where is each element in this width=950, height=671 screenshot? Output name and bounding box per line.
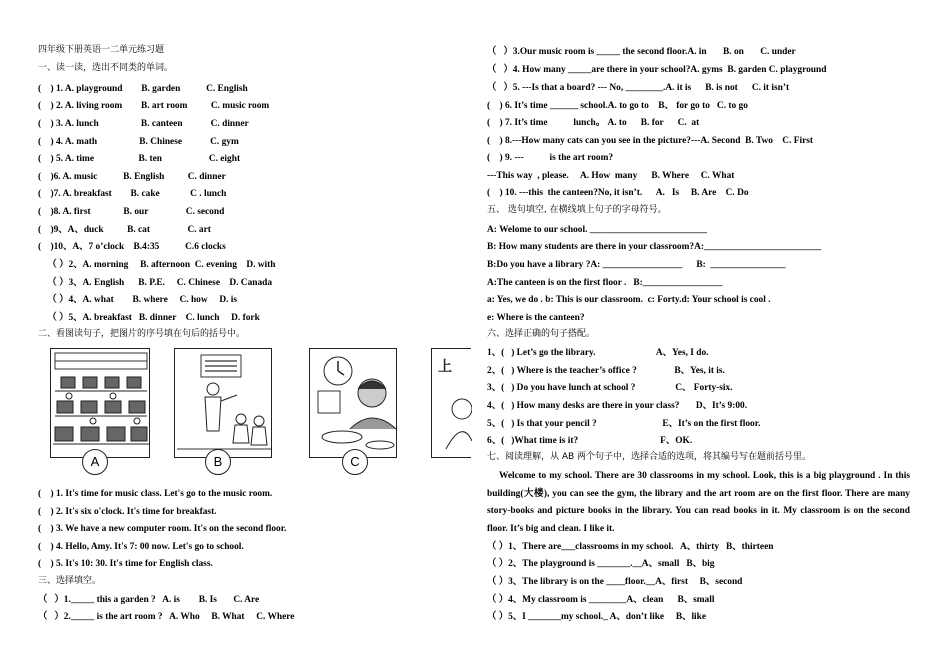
question-item: ---This way , please. A. How many B. Where C. What: [487, 171, 735, 181]
answer-options-line: e: Where is the canteen?: [487, 313, 585, 323]
picture-label-a: A: [82, 449, 108, 475]
answer-options-line: a: Yes, we do . b: This is our classroom. c: Forty.d: Your school is cool .: [487, 295, 771, 305]
section-7-heading: 七、阅读理解，从 AB 两个句子中，选择合适的选项，将其编号写在题前括号里。: [487, 452, 812, 462]
question-item: （ ）2、A. morning B. afternoon C. evening D. with: [38, 260, 276, 270]
question-item: ( ) 8.---How many cats can you see in the picture?---A. Second B. Two C. First: [487, 136, 814, 146]
picture-breakfast: [309, 348, 397, 458]
worksheet-title: 四年级下册英语一二单元练习题: [38, 45, 165, 55]
picture-partial: [431, 348, 471, 458]
question-item: （ ）5、A. breakfast B. dinner C. lunch D. fork: [38, 313, 260, 323]
breakfast-illustration: [310, 349, 398, 459]
question-item: （ ）5. ---Is that a board? --- No, ________.A. it is B. is not C. it isn’t: [487, 83, 790, 93]
question-item: ( ) 1. A. playground B. garden C. English: [38, 84, 248, 94]
question-item: ( ) 2. A. living room B. art room C. music room: [38, 101, 270, 111]
question-item: （ ）3、The library is on the ____floor.__A、first B、second: [487, 577, 743, 587]
question-item: （ ）4. How many _____are there in your school?A. gyms B. garden C. playground: [487, 65, 827, 75]
question-item: ( ) 3. We have a new computer room. It's on the second floor.: [38, 524, 287, 534]
question-item: ( )8. A. first B. our C. second: [38, 207, 225, 217]
question-item: ( ) 4. Hello, Amy. It's 7: 00 now. Let's go to school.: [38, 542, 244, 552]
picture-label-c: C: [342, 449, 368, 475]
section-3-heading: 三、选择填空。: [38, 576, 102, 586]
picture-music-room: [174, 348, 272, 458]
partial-illustration: [432, 349, 472, 459]
dialogue-line: B:Do you have a library ?A: _________________ B: ________________: [487, 260, 786, 270]
question-item: ( ) 9. --- is the art room?: [487, 153, 614, 163]
question-item: ( ) 5. It's 10: 30. It's time for English class.: [38, 559, 213, 569]
question-item: （ ）4、A. what B. where C. how D. is: [38, 295, 238, 305]
music-class-illustration: [175, 349, 273, 459]
question-item: （ ）1._____ this a garden ? A. is B. Is C. Are: [38, 595, 260, 605]
question-item: （ ）3.Our music room is _____ the second floor.A. in B. on C. under: [487, 47, 796, 57]
question-item: （ ）5、I _______my school._ A、don’t like B、like: [487, 612, 707, 622]
section-1-heading: 一、读一读，选出不同类的单词。: [38, 63, 174, 73]
computer-room-illustration: [51, 349, 151, 459]
question-item: ( ) 1. It's time for music class. Let's go to the music room.: [38, 489, 273, 499]
question-item: ( )10、A、7 o’clock B.4:35 C.6 clocks: [38, 242, 226, 252]
question-item: ( )6. A. music B. English C. dinner: [38, 172, 226, 182]
picture-computer-room: [50, 348, 150, 458]
matching-item: 3、( ) Do you have lunch at school ? C、 Forty-six.: [487, 383, 733, 393]
matching-item: 4、( ) How many desks are there in your class? D、It’s 9:00.: [487, 401, 748, 411]
section-6-heading: 六、选择正确的句子搭配。: [487, 329, 596, 339]
matching-item: 6、( )What time is it? F、OK.: [487, 436, 693, 446]
question-item: （ ）3、A. English B. P.E. C. Chinese D. Canada: [38, 278, 273, 288]
question-item: ( ) 7. It’s time lunch。 A. to B. for C. at: [487, 118, 700, 128]
section-2-heading: 二、看图读句子，把图片的序号填在句后的括号中。: [38, 329, 246, 339]
question-item: ( )9、A、duck B. cat C. art: [38, 225, 211, 235]
question-item: （ ）2、The playground is _______.__A、small B、big: [487, 559, 715, 569]
question-item: ( ) 3. A. lunch B. canteen C. dinner: [38, 119, 249, 129]
reading-passage: Welcome to my school. There are 30 classrooms in my school. Look, this is a big playground . In this building(大楼), you can see the gym, the library and the art room are on the first floor. There are many story-books and picture books in the library. You can read books in it. My classroom is on the second floor. It’s big and clean. I like it.: [487, 471, 910, 534]
matching-item: 2、( ) Where is the teacher’s office ? B、Yes, it is.: [487, 366, 725, 376]
dialogue-line: B: How many students are there in your classroom?A:_________________________: [487, 242, 822, 252]
dialogue-line: A: Welome to our school. _________________________: [487, 225, 707, 235]
question-item: （ ）1、There are___classrooms in my school. A、thirty B、thirteen: [487, 542, 774, 552]
picture-label-b: B: [205, 449, 231, 475]
matching-item: 5、( ) Is that your pencil ? E、It’s on the first floor.: [487, 419, 761, 429]
question-item: ( ) 2. It's six o'clock. It's time for breakfast.: [38, 507, 217, 517]
question-item: ( ) 10. ---this the canteen?No, it isn’t. A. Is B. Are C. Do: [487, 188, 749, 198]
dialogue-line: A:The canteen is on the first floor . B:_________________: [487, 278, 723, 288]
question-item: ( )7. A. breakfast B. cake C . lunch: [38, 189, 227, 199]
question-item: ( ) 6. It’s time ______ school.A. to go to B、 for go to C. to go: [487, 101, 748, 111]
question-item: ( ) 4. A. math B. Chinese C. gym: [38, 137, 239, 147]
matching-item: 1、( ) Let’s go the library. A、Yes, I do.: [487, 348, 709, 358]
question-item: ( ) 5. A. time B. ten C. eight: [38, 154, 241, 164]
question-item: （ ）2._____ is the art room ? A. Who B. What C. Where: [38, 612, 295, 622]
question-item: （ ）4、My classroom is ________A、clean B、small: [487, 595, 715, 605]
section-5-heading: 五、 选句填空, 在横线填上句子的字母符号。: [487, 205, 667, 215]
svg-text:上: 上: [438, 359, 452, 375]
